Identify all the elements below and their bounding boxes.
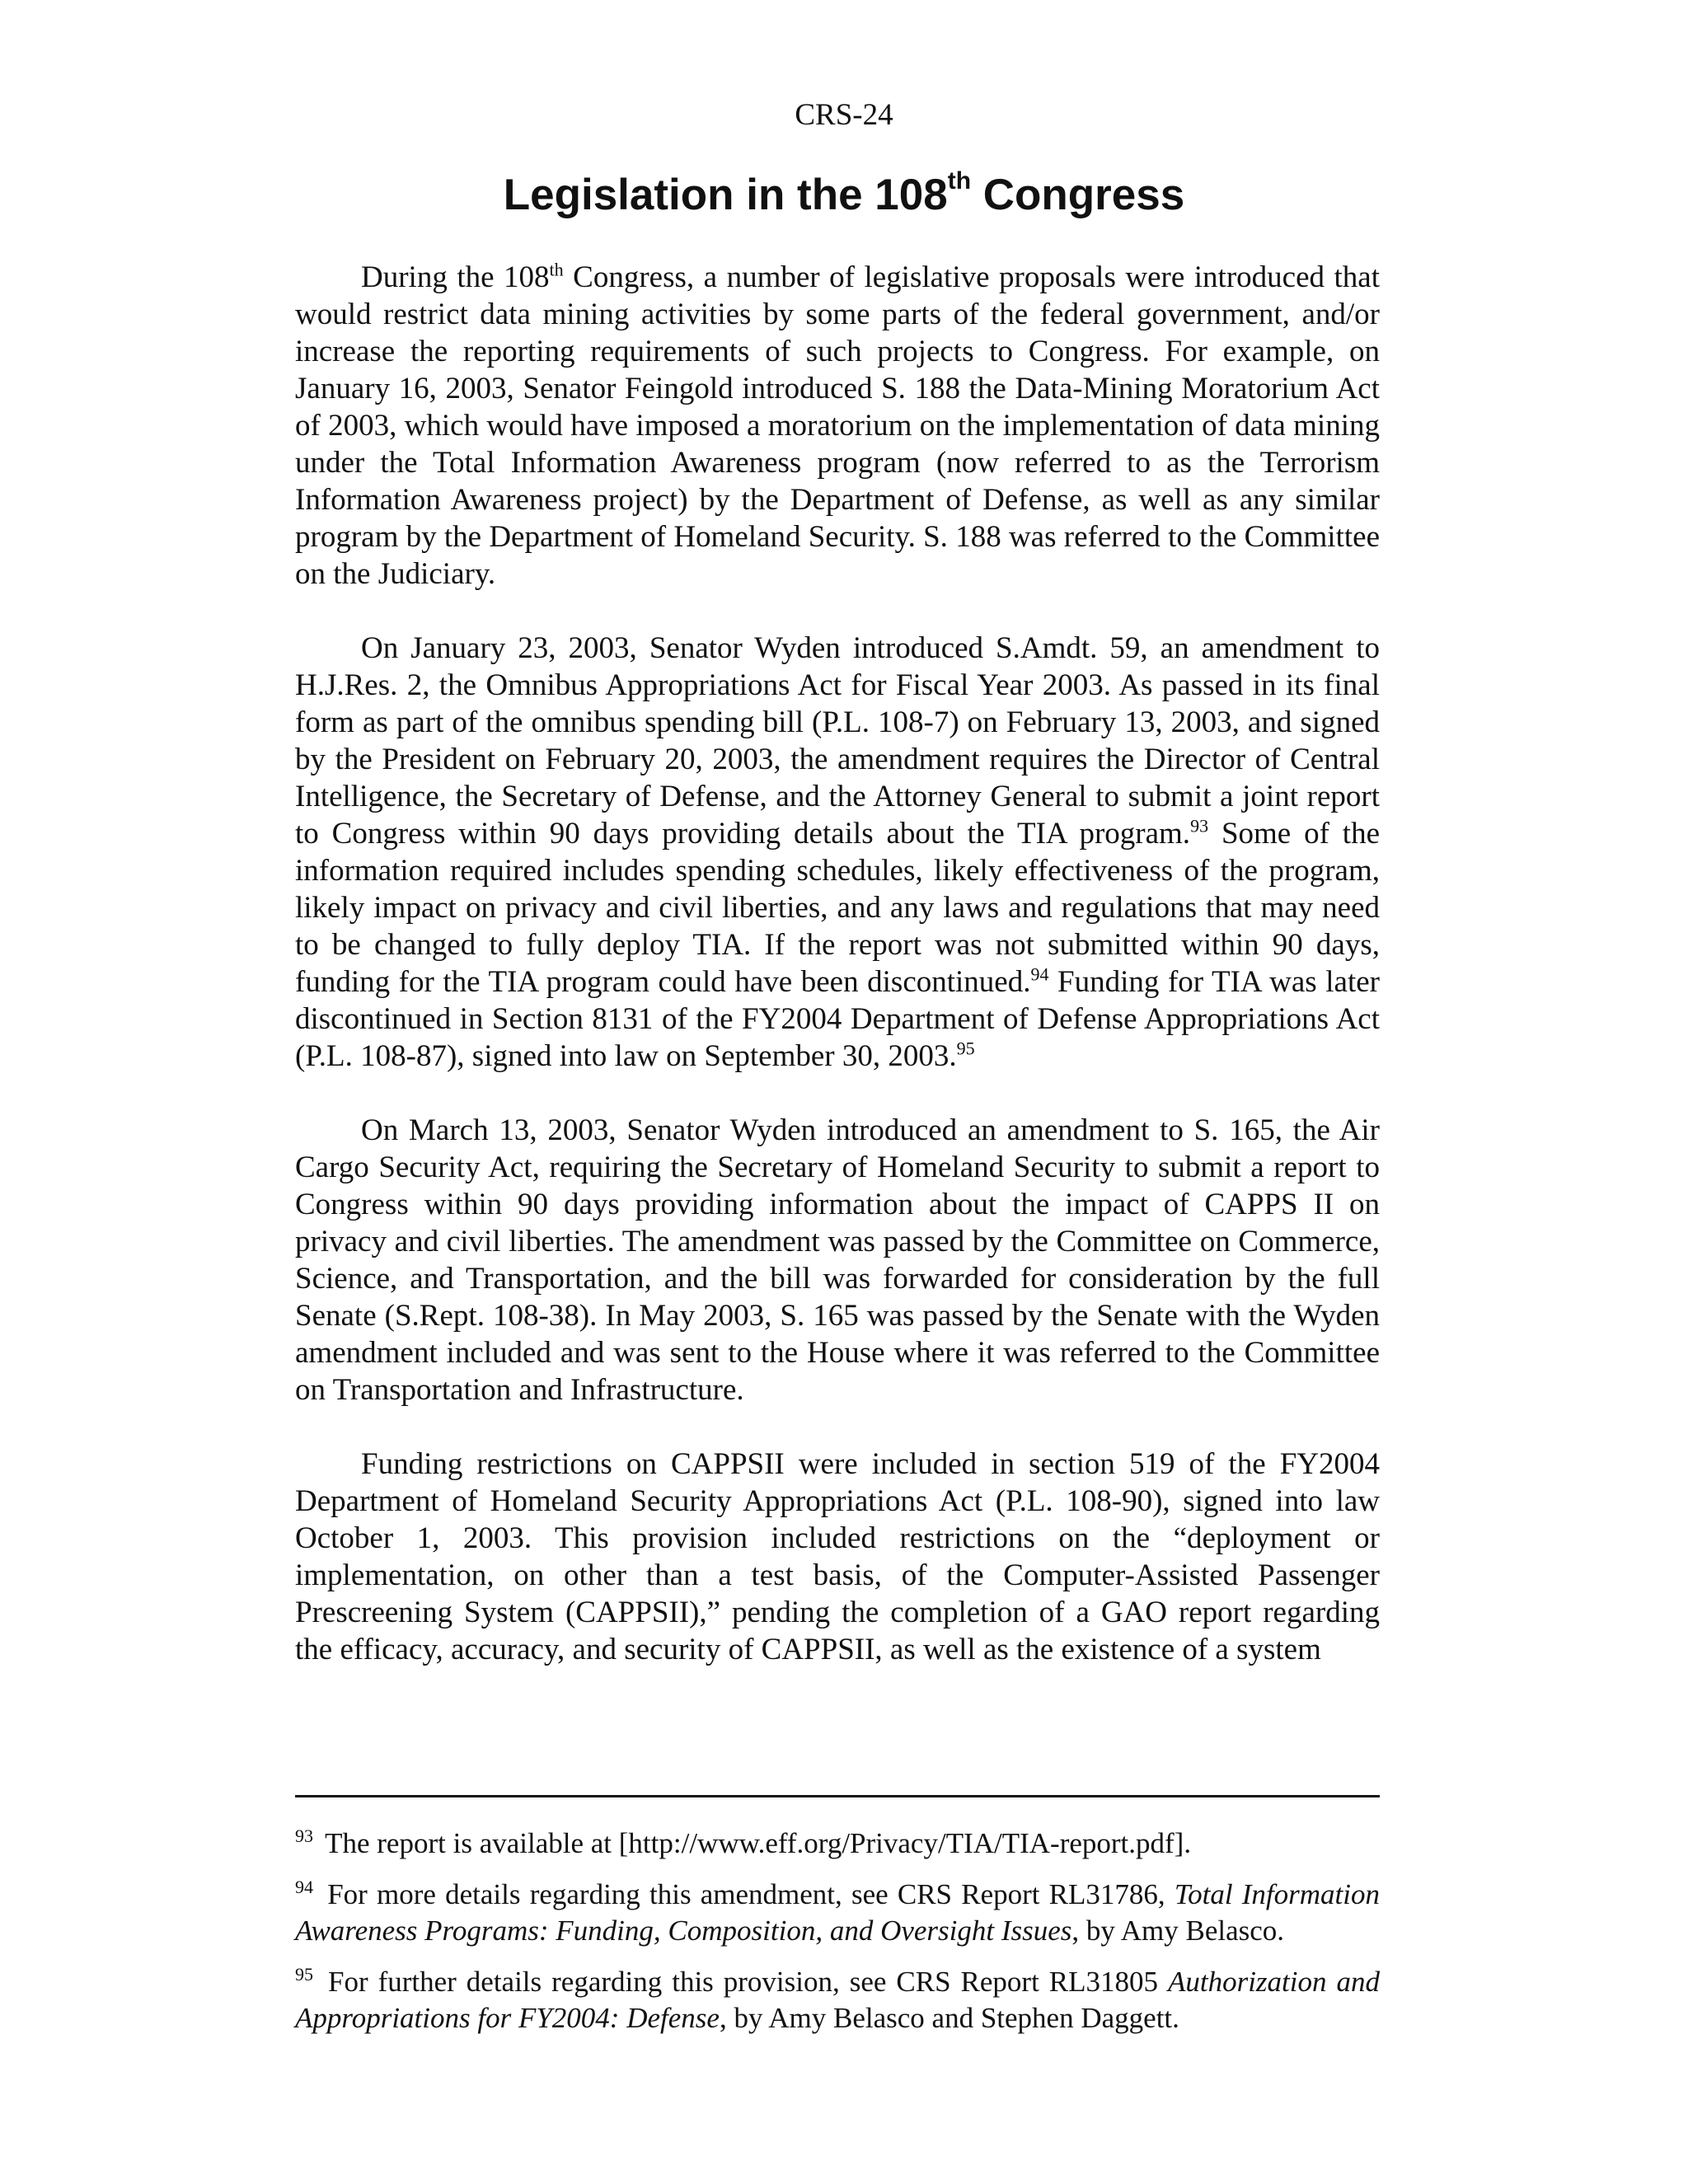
text-run: On January 23, 2003, Senator Wyden introduced S.Amdt. 59, an amendment to H.J.Res. 2, the Omnibus Appropriations Act for Fiscal Year 2003. As passed in its final form as part of the omnibus spending bill (P.L. 108-7) on February 13, 2003, and signed by the President on February 20, 2003, the amendment requires the Director of Central Intelligence, the Secretary of Defense, and the Attorney General to submit a joint report to Congress within 90 days providing details about the TIA program. bbox=[295, 631, 1380, 851]
footnote-reference: 94 bbox=[1030, 963, 1049, 985]
footnotes bbox=[295, 1825, 1380, 2051]
footnote-text bbox=[295, 1878, 1380, 1947]
text-run: Funding for TIA was later discontinued in Section 8131 of the FY2004 Department of Defense Appropriations Act (P.L. 108-87), signed into law on September 30, 2003. bbox=[295, 965, 1380, 1073]
footnote-text bbox=[318, 1827, 1191, 1859]
heading-text-end: Congress bbox=[971, 171, 1185, 219]
footnote-number: 95 bbox=[295, 1964, 313, 1985]
heading-text-start: Legislation in the 108 bbox=[503, 171, 948, 219]
body-text bbox=[295, 259, 1380, 1705]
footnote-reference: th bbox=[549, 259, 564, 280]
footnote-text bbox=[295, 1966, 1380, 2034]
paragraph bbox=[295, 630, 1380, 1075]
text-run: Some of the information required includes spending schedules, likely effectiveness of the program, likely impact on privacy and civil liberties, and any laws and regulations that may need to be changed to fully deploy TIA. If the report was not submitted within 90 days, funding for the TIA program could have been discontinued. bbox=[295, 817, 1380, 999]
text-run: Funding restrictions on CAPPSII were included in section 519 of the FY2004 Department of Homeland Security Appropriations Act (P.L. 108-90), signed into law October 1, 2003. This provision included restrictions on the “deployment or implementation, on other than a test basis, of the Computer-Assisted Passenger Prescreening System (CAPPSII),” pending the completion of a GAO report regarding the efficacy, accuracy, and security of CAPPSII, as well as the existence of a system bbox=[295, 1447, 1380, 1666]
footnote-95 bbox=[295, 1964, 1380, 2036]
text-run: , by Amy Belasco and Stephen Daggett. bbox=[719, 2002, 1179, 2034]
text-run: The report is available at [http://www.eff.org/Privacy/TIA/TIA-report.pdf]. bbox=[318, 1827, 1192, 1859]
text-run: , by Amy Belasco. bbox=[1071, 1915, 1285, 1947]
text-run: For more details regarding this amendment, see CRS Report RL31786, bbox=[318, 1878, 1175, 1910]
text-run: On March 13, 2003, Senator Wyden introduced an amendment to S. 165, the Air Cargo Security Act, requiring the Secretary of Homeland Security to submit a report to Congress within 90 days providing information about the impact of CAPPS II on privacy and civil liberties. The amendment was passed by the Committee on Commerce, Science, and Transportation, and the bill was forwarded for consideration by the full Senate (S.Rept. 108-38). In May 2003, S. 165 was passed by the Senate with the Wyden amendment included and was sent to the House where it was referred to the Committee on Transportation and Infrastructure. bbox=[295, 1113, 1380, 1407]
section-heading bbox=[0, 169, 1688, 222]
footnote-94 bbox=[295, 1877, 1380, 1949]
page-number: CRS-24 bbox=[795, 98, 893, 132]
footnote-divider bbox=[295, 1795, 1380, 1797]
footnote-reference: 95 bbox=[956, 1038, 975, 1059]
paragraph bbox=[295, 1446, 1380, 1668]
heading-superscript: th bbox=[947, 167, 972, 195]
paragraph bbox=[295, 259, 1380, 593]
footnote-reference: 93 bbox=[1190, 815, 1209, 837]
text-run: For further details regarding this provision, see CRS Report RL31805 bbox=[318, 1966, 1168, 1998]
footnote-number: 94 bbox=[295, 1877, 313, 1898]
italic-title: Authorization and Appropriations for FY2004: Defense bbox=[295, 1966, 1380, 2034]
text-run: Congress, a number of legislative proposals were introduced that would restrict data mining activities by some parts of the federal government, and/or increase the reporting requirements of such projects to Congress. For example, on January 16, 2003, Senator Feingold introduced S. 188 the Data-Mining Moratorium Act of 2003, which would have imposed a moratorium on the implementation of data mining under the Total Information Awareness program (now referred to as the Terrorism Information Awareness project) by the Department of Defense, as well as any similar program by the Department of Homeland Security. S. 188 was referred to the Committee on the Judiciary. bbox=[295, 260, 1380, 591]
footnote-number: 93 bbox=[295, 1825, 313, 1847]
paragraph bbox=[295, 1112, 1380, 1408]
text-run: During the 108 bbox=[361, 260, 550, 294]
italic-title: Total Information Awareness Programs: Funding, Composition, and Oversight Issues bbox=[295, 1878, 1380, 1947]
footnote-93 bbox=[295, 1825, 1380, 1862]
